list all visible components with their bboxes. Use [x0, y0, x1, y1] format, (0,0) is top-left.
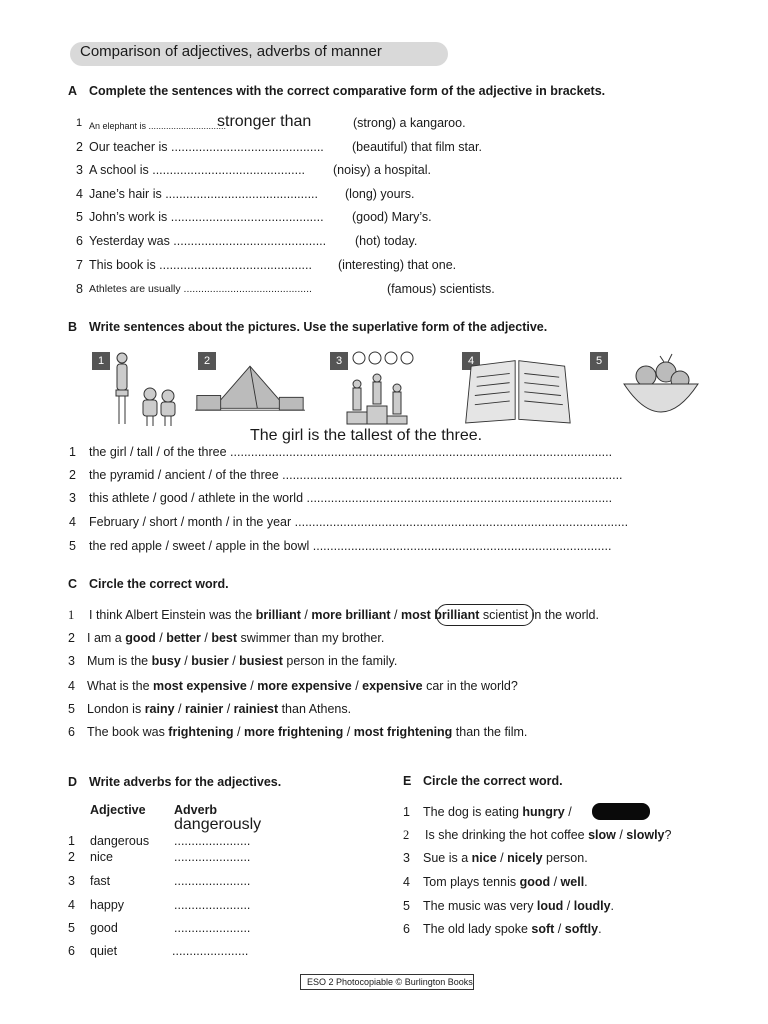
e-num-3: 3 — [403, 851, 410, 865]
a-start-5: John’s work is ............................................ — [89, 210, 324, 224]
d-num-5: 5 — [68, 921, 75, 935]
a-start-4: Jane’s hair is ............................................ — [89, 187, 319, 201]
section-b-instruction: Write sentences about the pictures. Use the superlative form of the adjective. — [89, 320, 548, 334]
a-num-5: 5 — [76, 210, 83, 224]
a-end-8: (famous) scientists. — [387, 282, 495, 296]
b-num-1: 1 — [69, 445, 76, 459]
a-start-6: Yesterday was ............................................ — [89, 234, 327, 248]
c-item-6: The book was frightening / more frightening / most frightening than the film. — [87, 725, 528, 739]
a-start-1: An elephant is ............................... — [89, 121, 227, 131]
fruit-bowl-icon — [606, 350, 716, 430]
a-num-7: 7 — [76, 258, 83, 272]
section-b-letter: B — [68, 320, 78, 334]
a-num-1: 1 — [76, 117, 83, 129]
e-item-2: Is she drinking the hot coffee slow / slowly? — [425, 828, 672, 842]
d-adj-4: happy — [90, 898, 125, 912]
d-col-adjective: Adjective — [90, 803, 146, 817]
a-num-4: 4 — [76, 187, 83, 201]
a-num-6: 6 — [76, 234, 83, 248]
d-dots-3: ...................... — [174, 874, 251, 888]
d-num-2: 2 — [68, 850, 75, 864]
d-col-adverb: Adverb — [174, 803, 218, 817]
picture-4-number: 4 — [462, 352, 480, 370]
d-adj-3: fast — [90, 874, 111, 888]
c-num-2: 2 — [68, 631, 75, 645]
a-end-3: (noisy) a hospital. — [333, 163, 431, 177]
picture-1-number: 1 — [92, 352, 110, 370]
d-dots-4: ...................... — [174, 898, 251, 912]
a-start-2: Our teacher is ............................................ — [89, 140, 324, 154]
e-item-4: Tom plays tennis good / well. — [423, 875, 588, 889]
picture-3-number: 3 — [330, 352, 348, 370]
section-a-letter: A — [68, 84, 78, 98]
d-adj-6: quiet — [90, 944, 118, 958]
c-num-1: 1 — [68, 608, 75, 622]
redaction-mark — [592, 803, 650, 820]
e-item-6: The old lady spoke soft / softly. — [423, 922, 602, 936]
section-e-letter: E — [403, 774, 412, 788]
c-item-4: What is the most expensive / more expensive / expensive car in the world? — [87, 679, 518, 693]
picture-2-number: 2 — [198, 352, 216, 370]
e-num-1: 1 — [403, 805, 410, 819]
a-start-7: This book is ............................................ — [89, 258, 312, 272]
c-item-1: I think Albert Einstein was the brilliant / more brilliant / most brilliant scientist in the world. — [89, 608, 599, 622]
c-num-6: 6 — [68, 725, 75, 739]
c-item-3: Mum is the busy / busier / busiest person in the family. — [87, 654, 398, 668]
c-item-2: I am a good / better / best swimmer than my brother. — [87, 631, 385, 645]
e-num-4: 4 — [403, 875, 410, 889]
d-dots-2: ...................... — [174, 850, 251, 864]
a-end-5: (good) Mary’s. — [352, 210, 432, 224]
a-end-1: (strong) a kangaroo. — [353, 116, 466, 130]
section-d-instruction: Write adverbs for the adjectives. — [89, 775, 282, 789]
section-d-letter: D — [68, 775, 78, 789]
b-item-3: this athlete / good / athlete in the world ........................................................................................ — [89, 491, 613, 505]
pyramid-icon — [195, 350, 305, 430]
c-num-3: 3 — [68, 654, 75, 668]
picture-5-number: 5 — [590, 352, 608, 370]
d-dots-5: ...................... — [174, 921, 251, 935]
b-num-3: 3 — [69, 491, 76, 505]
a-num-3: 3 — [76, 163, 83, 177]
section-e-instruction: Circle the correct word. — [423, 774, 563, 788]
e-item-5: The music was very loud / loudly. — [423, 899, 615, 913]
e-num-5: 5 — [403, 899, 410, 913]
girl-and-boys-icon — [92, 350, 202, 430]
c-item-5: London is rainy / rainier / rainiest than Athens. — [87, 702, 352, 716]
section-c-instruction: Circle the correct word. — [89, 577, 229, 591]
a-answer-1: stronger than — [217, 113, 312, 130]
b-item-2: the pyramid / ancient / of the three .................................................................................................. — [89, 468, 623, 482]
c-num-5: 5 — [68, 702, 75, 716]
a-end-2: (beautiful) that film star. — [352, 140, 482, 154]
athletes-podium-icon — [327, 350, 437, 430]
d-adj-5: good — [90, 921, 118, 935]
b-item-4: February / short / month / in the year ................................................................................................ — [89, 515, 629, 529]
section-c-letter: C — [68, 577, 78, 591]
e-num-2: 2 — [403, 828, 410, 842]
c-num-4: 4 — [68, 679, 75, 693]
footer-copyright: ESO 2 Photocopiable © Burlington Books — [300, 974, 474, 990]
calendar-book-icon — [462, 350, 572, 430]
d-adj-1: dangerous — [90, 834, 150, 848]
e-item-3: Sue is a nice / nicely person. — [423, 851, 588, 865]
d-answer-1: dangerously — [174, 816, 262, 833]
d-num-4: 4 — [68, 898, 75, 912]
section-a-instruction: Complete the sentences with the correct comparative form of the adjective in brackets. — [89, 84, 606, 98]
e-num-6: 6 — [403, 922, 410, 936]
a-end-4: (long) yours. — [345, 187, 415, 201]
a-end-7: (interesting) that one. — [338, 258, 457, 272]
d-adj-2: nice — [90, 850, 113, 864]
d-num-1: 1 — [68, 834, 75, 848]
a-num-8: 8 — [76, 282, 83, 296]
b-num-4: 4 — [69, 515, 76, 529]
a-start-3: A school is ............................................ — [89, 163, 306, 177]
d-dots-6: ...................... — [172, 944, 249, 958]
a-end-6: (hot) today. — [355, 234, 418, 248]
b-item-1: the girl / tall / of the three .............................................................................................................. — [89, 445, 613, 459]
b-item-5: the red apple / sweet / apple in the bowl ...................................................................................... — [89, 539, 612, 553]
b-answer-1: The girl is the tallest of the three. — [250, 427, 483, 444]
d-num-3: 3 — [68, 874, 75, 888]
d-num-6: 6 — [68, 944, 75, 958]
b-num-2: 2 — [69, 468, 76, 482]
d-dots-1: ...................... — [174, 834, 251, 848]
a-start-8: Athletes are usually ............................................ — [89, 283, 312, 295]
a-num-2: 2 — [76, 140, 83, 154]
b-num-5: 5 — [69, 539, 76, 553]
e-item-1: The dog is eating hungry / — [423, 805, 572, 819]
page-title: Comparison of adjectives, adverbs of manner — [80, 43, 382, 60]
